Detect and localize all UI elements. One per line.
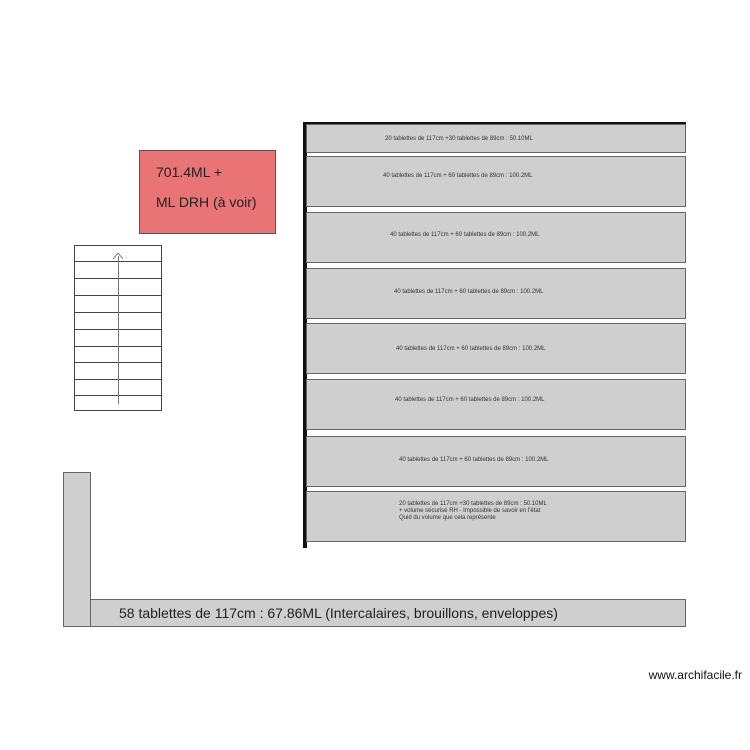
stair-arrow-icon [113, 253, 123, 259]
shelf-label: 40 tablettes de 117cm + 60 tablettes de 89cm : 100.2ML [395, 397, 545, 403]
stair-direction-line [118, 256, 119, 404]
side-shelf [63, 472, 91, 627]
watermark[interactable]: www.archifacile.fr [648, 668, 742, 682]
shelf-label: 40 tablettes de 117cm + 60 tablettes de 89cm : 100.2ML [396, 346, 546, 352]
shelf-label: 40 tablettes de 117cm + 60 tablettes de 89cm : 100.2ML [383, 173, 533, 179]
shelf-2 [306, 156, 686, 207]
shelf-label: 20 tablettes de 117cm +30 tablettes de 89cm : 50.10ML [385, 136, 533, 142]
shelf-label: 40 tablettes de 117cm + 60 tablettes de 89cm : 100.2ML [390, 232, 540, 238]
staircase [74, 245, 162, 411]
shelf-6 [306, 379, 686, 430]
bottom-shelf [90, 599, 686, 627]
summary-box [139, 150, 276, 234]
summary-line-1: 701.4ML + [156, 164, 223, 180]
shelf-7 [306, 436, 686, 487]
shelf-5 [306, 323, 686, 374]
bottom-shelf-label: 58 tablettes de 117cm : 67.86ML (Intercalaires, brouillons, enveloppes) [119, 605, 558, 621]
shelf-label: 40 tablettes de 117cm + 60 tablettes de 89cm : 100.2ML [394, 289, 544, 295]
shelf-label: 40 tablettes de 117cm + 60 tablettes de 89cm : 100.2ML [399, 457, 549, 463]
summary-line-2: ML DRH (à voir) [156, 194, 257, 210]
shelf-8 [306, 491, 686, 542]
shelf-4 [306, 268, 686, 319]
shelf-1 [306, 124, 686, 153]
shelf-label: 20 tablettes de 117cm +30 tablettes de 89cm : 50.10ML + volume sécurisé RH - Impossible de savoir en l'état Quid du volume que cela représente [399, 501, 547, 521]
shelf-3 [306, 212, 686, 263]
